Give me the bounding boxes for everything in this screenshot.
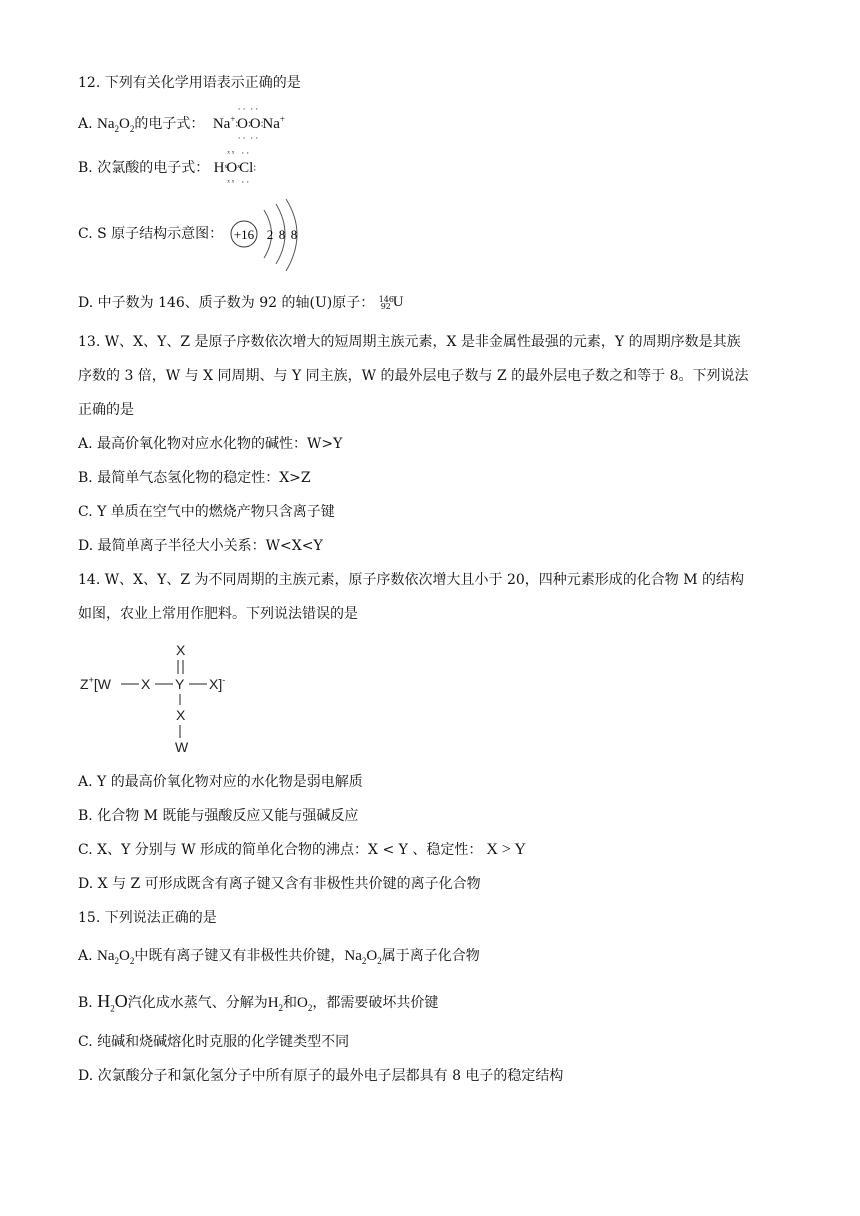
q13-option-b: B. 最简单气态氢化物的稳定性：X>Z [78, 470, 311, 486]
atom-y-center: Y [175, 676, 185, 692]
q14-stem-line-1: 14. W、X、Y、Z 为不同周期的主族元素，原子序数依次增大且小于 20，四种元素形成的化合物 M 的结构 [78, 572, 744, 588]
q15-option-a [78, 946, 480, 966]
na2o2-formula: $Na_2O_2$ [97, 116, 135, 134]
q13-stem-line-2: 序数的 3 倍，W 与 X 同周期、与 Y 同主族，W 的最外层电子数与 Z 的最外层电子数之和等于 8。下列说法 [78, 368, 749, 384]
q12-c-label: C. S 原子结构示意图： [78, 226, 224, 242]
q12-a-suffix: 的电子式： [134, 116, 205, 132]
q12-option-a [78, 104, 285, 143]
cation-z: Z+[W [80, 675, 111, 692]
q12-d-label: D. 中子数为 146、质子数为 92 的轴(U)原子： [78, 295, 375, 311]
q14-c-formula: X > Y [486, 841, 526, 858]
na2o2-formula-1: $Na_2O_2$ [97, 948, 135, 966]
q12-option-c [78, 224, 223, 244]
nucleus-charge: +16 [233, 227, 255, 242]
atom-x-bottom: X [176, 707, 186, 723]
q15-option-c: C. 纯碱和烧碱熔化时克服的化学键类型不同 [78, 1034, 350, 1050]
q15-b-and: 和 [283, 995, 298, 1011]
uranium-nuclide-symbol [379, 292, 407, 314]
q12-a-prefix: A. [78, 116, 98, 132]
q15-b-mid: 汽化成水蒸气、分解为 [127, 995, 268, 1011]
sulfur-atom-structure-diagram [224, 196, 314, 276]
atomic-number: 92 [380, 302, 391, 311]
element-symbol: U [392, 294, 404, 310]
q15-a-suffix: 属于离子化合物 [381, 948, 480, 964]
compound-m-structure-diagram [76, 638, 246, 758]
o2-formula: $O_2$ [297, 995, 313, 1013]
q15-option-b [78, 991, 438, 1013]
shell-2-count: 8 [278, 227, 286, 242]
shell-1-count: 2 [266, 227, 274, 242]
q13-option-d: D. 最简单离子半径大小关系：W<X<Y [78, 538, 323, 554]
q13-option-c: C. Y 单质在空气中的燃烧产物只含离子键 [78, 504, 335, 520]
atom-w-bottom: W [175, 739, 189, 755]
q13-stem-line-3: 正确的是 [78, 402, 134, 418]
q12-option-b [78, 148, 256, 187]
shell-3-count: 8 [290, 227, 298, 242]
q12-b-label: B. 次氯酸的电子式： [78, 160, 210, 176]
q14-option-a: A. Y 的最高价氧化物对应的水化物是弱电解质 [78, 774, 363, 790]
q15-a-prefix: A. [78, 948, 98, 964]
q14-option-b: B. 化合物 M 既能与强酸反应又能与强碱反应 [78, 808, 359, 824]
q14-option-d: D. X 与 Z 可形成既含有离子键又含有非极性共价键的离子化合物 [78, 876, 481, 892]
q15-option-d: D. 次氯酸分子和氯化氢分子中所有原子的最外电子层都具有 8 电子的稳定结构 [78, 1068, 564, 1084]
q14-stem-line-2: 如图，农业上常用作肥料。下列说法错误的是 [78, 606, 358, 622]
na2o2-electron-formula: Na+:O ·· ·· :O ·· ·· :Na+ [212, 104, 285, 143]
q12-stem: 12. 下列有关化学用语表示正确的是 [78, 75, 301, 91]
h2-formula: $H_2$ [267, 995, 284, 1013]
q13-option-a: A. 最高价氧化物对应水化物的碱性：W>Y [78, 436, 343, 452]
na2o2-formula-2: $Na_2O_2$ [344, 948, 382, 966]
q15-b-suffix: ，都需要破坏共价键 [312, 995, 439, 1011]
q14-c-prefix: C. X、Y 分别与 W 形成的简单化合物的沸点：X < Y 、稳定性： [78, 842, 483, 858]
q12-option-d [78, 292, 407, 314]
h2o-formula: $H_2O$ [97, 991, 128, 1014]
q15-b-prefix: B. [78, 995, 98, 1011]
atom-x-right: X]- [209, 675, 226, 692]
atom-x-top: X [176, 642, 186, 658]
atom-x-left: X [141, 676, 151, 692]
mass-number: 146 [378, 295, 394, 304]
q15-a-mid: 中既有离子键又有非极性共价键， [134, 948, 345, 964]
q14-option-c [78, 840, 526, 860]
hclo-electron-formula: HˣO ˣˣ ˣˣ ˣCl ·· ·· : [213, 148, 256, 187]
q13-stem-line-1: 13. W、X、Y、Z 是原子序数依次增大的短周期主族元素，X 是非金属性最强的元素，Y 的周期序数是其族 [78, 334, 741, 350]
q15-stem: 15. 下列说法正确的是 [78, 910, 217, 926]
